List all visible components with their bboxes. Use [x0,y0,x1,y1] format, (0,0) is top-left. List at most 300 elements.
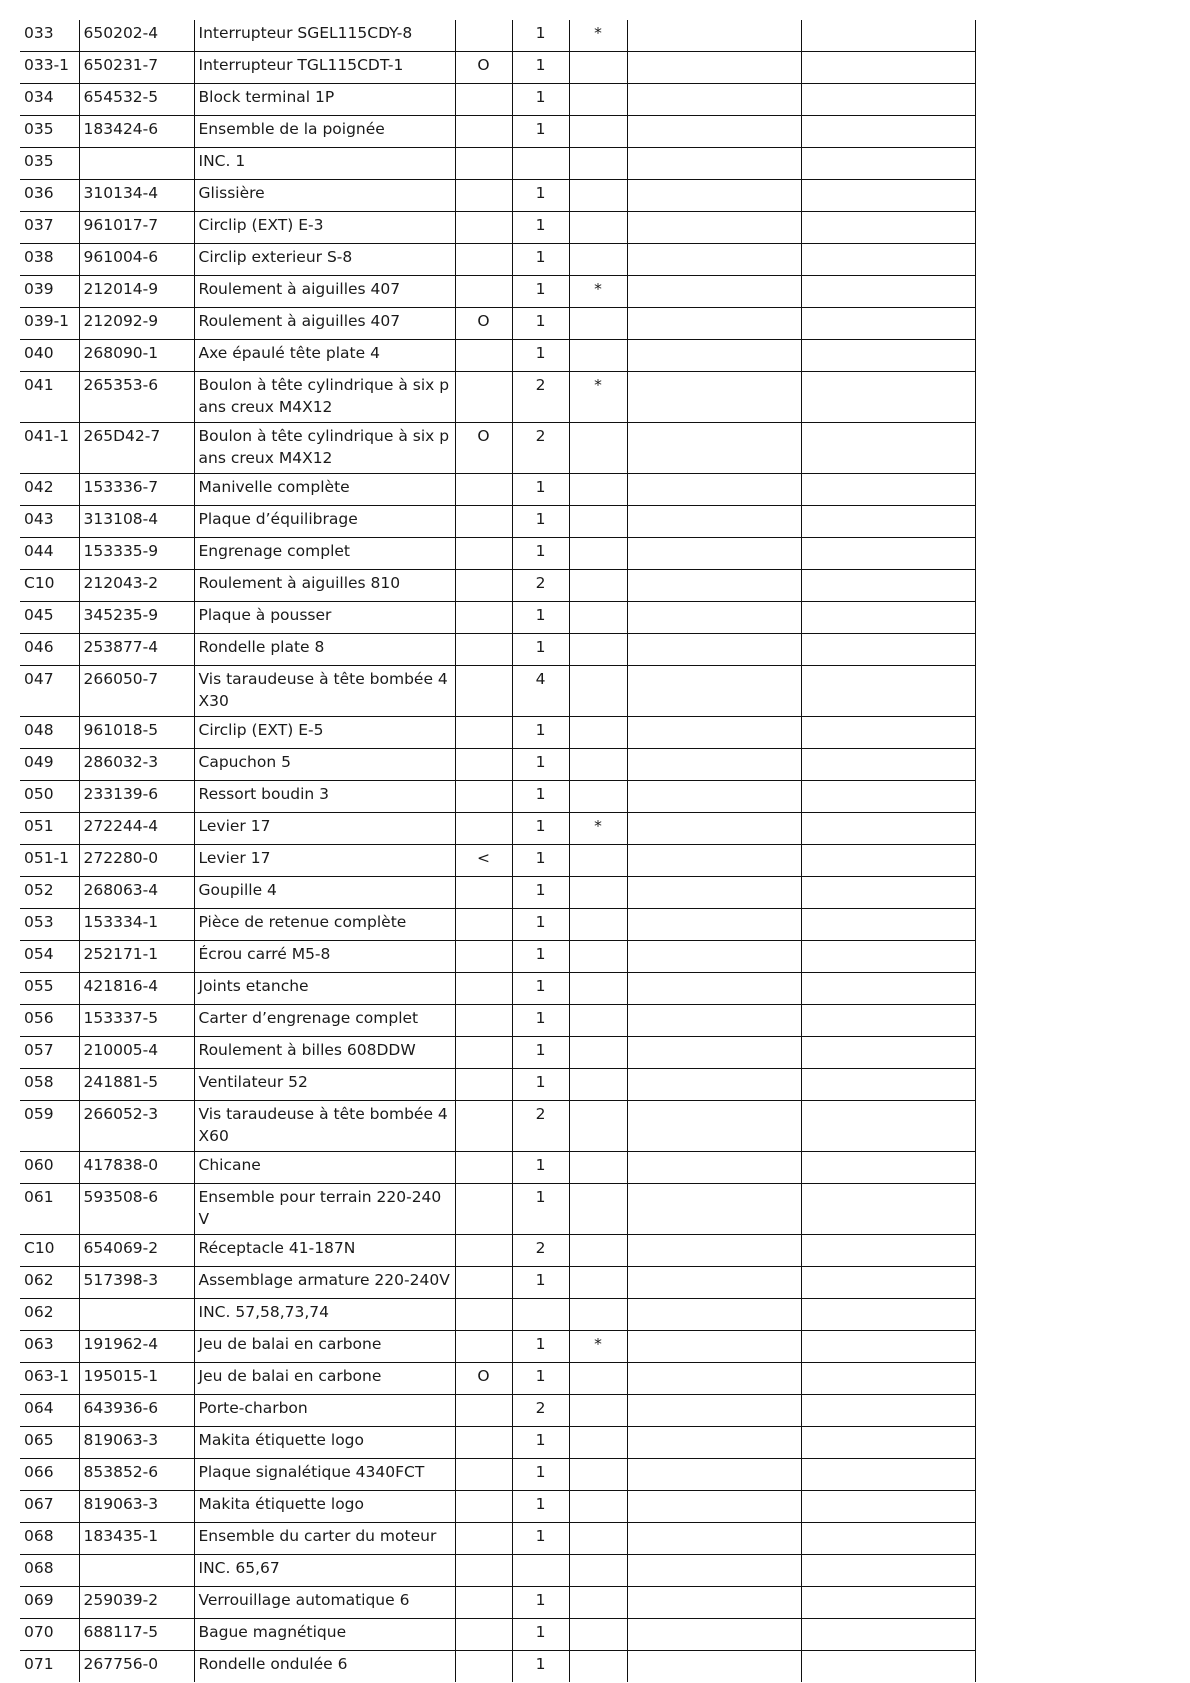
part-number-cell: 268063-4 [79,877,194,909]
ref-number-cell: 060 [20,1152,79,1184]
ref-number-cell: 035 [20,116,79,148]
blank-cell [627,602,801,634]
blank-cell [627,1037,801,1069]
blank-cell [801,1555,975,1587]
blank-cell [627,116,801,148]
blank-cell [801,813,975,845]
blank-cell [627,1235,801,1267]
option-cell [455,1587,512,1619]
table-row [20,845,975,877]
blank-cell [627,244,801,276]
description-cell: Interrupteur SGEL115CDY-8 [194,20,455,52]
table-row [20,1491,975,1523]
option-cell [455,116,512,148]
blank-cell [627,1619,801,1651]
part-number-cell: 259039-2 [79,1587,194,1619]
ref-number-cell: 070 [20,1619,79,1651]
note-cell [569,1427,627,1459]
description-cell: Assemblage armature 220-240V [194,1267,455,1299]
ref-number-cell: 058 [20,1069,79,1101]
description-cell: Roulement à aiguilles 810 [194,570,455,602]
blank-cell [801,180,975,212]
blank-cell [801,116,975,148]
table-row [20,666,975,717]
part-number-cell: 688117-5 [79,1619,194,1651]
table-row [20,570,975,602]
quantity-cell [512,1555,569,1587]
part-number-cell: 345235-9 [79,602,194,634]
part-number-cell: 268090-1 [79,340,194,372]
blank-cell [801,1152,975,1184]
blank-cell [801,20,975,52]
blank-cell [627,372,801,423]
option-cell [455,1331,512,1363]
ref-number-cell: 063-1 [20,1363,79,1395]
quantity-cell: 1 [512,1005,569,1037]
ref-number-cell: 055 [20,973,79,1005]
table-row [20,244,975,276]
part-number-cell: 153337-5 [79,1005,194,1037]
option-cell [455,941,512,973]
option-cell [455,909,512,941]
note-cell [569,212,627,244]
quantity-cell: 1 [512,20,569,52]
part-number-cell: 183424-6 [79,116,194,148]
description-cell: Levier 17 [194,845,455,877]
ref-number-cell: 064 [20,1395,79,1427]
ref-number-cell: 062 [20,1267,79,1299]
quantity-cell: 1 [512,845,569,877]
blank-cell [801,941,975,973]
note-cell [569,570,627,602]
table-row [20,813,975,845]
quantity-cell: 1 [512,749,569,781]
description-cell: Verrouillage automatique 6 [194,1587,455,1619]
ref-number-cell: 066 [20,1459,79,1491]
table-row [20,1331,975,1363]
quantity-cell: 1 [512,1037,569,1069]
quantity-cell: 1 [512,1069,569,1101]
table-row [20,340,975,372]
blank-cell [627,1555,801,1587]
option-cell [455,602,512,634]
quantity-cell: 1 [512,1363,569,1395]
option-cell [455,84,512,116]
description-cell: INC. 65,67 [194,1555,455,1587]
description-cell: Porte-charbon [194,1395,455,1427]
option-cell: O [455,52,512,84]
ref-number-cell: 041-1 [20,423,79,474]
quantity-cell: 1 [512,1184,569,1235]
note-cell [569,474,627,506]
option-cell [455,1491,512,1523]
note-cell [569,52,627,84]
table-row [20,538,975,570]
quantity-cell: 1 [512,116,569,148]
note-cell [569,1184,627,1235]
option-cell [455,1235,512,1267]
note-cell [569,538,627,570]
option-cell [455,877,512,909]
option-cell [455,781,512,813]
option-cell [455,1299,512,1331]
option-cell [455,244,512,276]
note-cell [569,602,627,634]
table-row [20,1069,975,1101]
option-cell [455,148,512,180]
quantity-cell: 2 [512,1395,569,1427]
table-row [20,941,975,973]
blank-cell [801,845,975,877]
ref-number-cell: 065 [20,1427,79,1459]
blank-cell [801,1267,975,1299]
part-number-cell: 212014-9 [79,276,194,308]
option-cell [455,973,512,1005]
part-number-cell [79,1299,194,1331]
part-number-cell: 252171-1 [79,941,194,973]
note-cell [569,973,627,1005]
blank-cell [627,1267,801,1299]
note-cell: * [569,276,627,308]
blank-cell [801,1069,975,1101]
blank-cell [801,372,975,423]
quantity-cell: 1 [512,538,569,570]
note-cell [569,845,627,877]
ref-number-cell: 042 [20,474,79,506]
note-cell [569,1235,627,1267]
table-row [20,180,975,212]
description-cell: INC. 1 [194,148,455,180]
note-cell [569,1491,627,1523]
table-row [20,1523,975,1555]
ref-number-cell: 048 [20,717,79,749]
quantity-cell: 1 [512,813,569,845]
blank-cell [627,180,801,212]
blank-cell [627,20,801,52]
option-cell [455,1005,512,1037]
blank-cell [801,909,975,941]
option-cell [455,276,512,308]
note-cell [569,666,627,717]
quantity-cell: 1 [512,941,569,973]
note-cell [569,634,627,666]
blank-cell [627,634,801,666]
table-row [20,1459,975,1491]
part-number-cell: 286032-3 [79,749,194,781]
ref-number-cell: C10 [20,570,79,602]
quantity-cell: 1 [512,276,569,308]
note-cell: * [569,1331,627,1363]
blank-cell [801,52,975,84]
blank-cell [801,84,975,116]
part-number-cell: 195015-1 [79,1363,194,1395]
description-cell: Pièce de retenue complète [194,909,455,941]
blank-cell [801,973,975,1005]
blank-cell [627,813,801,845]
description-cell: Glissière [194,180,455,212]
description-cell: Makita étiquette logo [194,1491,455,1523]
option-cell [455,749,512,781]
ref-number-cell: 053 [20,909,79,941]
table-row [20,20,975,52]
part-number-cell: 961017-7 [79,212,194,244]
note-cell [569,1363,627,1395]
blank-cell [627,506,801,538]
ref-number-cell: 038 [20,244,79,276]
description-cell: Levier 17 [194,813,455,845]
note-cell [569,1459,627,1491]
note-cell [569,1619,627,1651]
description-cell: Manivelle complète [194,474,455,506]
description-cell: Goupille 4 [194,877,455,909]
description-cell: Axe épaulé tête plate 4 [194,340,455,372]
note-cell [569,1267,627,1299]
blank-cell [801,666,975,717]
blank-cell [627,973,801,1005]
description-cell: Circlip exterieur S-8 [194,244,455,276]
ref-number-cell: 068 [20,1555,79,1587]
quantity-cell: 1 [512,1491,569,1523]
part-number-cell [79,148,194,180]
quantity-cell: 1 [512,474,569,506]
ref-number-cell: 036 [20,180,79,212]
part-number-cell: 853852-6 [79,1459,194,1491]
description-cell: INC. 57,58,73,74 [194,1299,455,1331]
blank-cell [627,1523,801,1555]
ref-number-cell: 047 [20,666,79,717]
blank-cell [627,781,801,813]
description-cell: Ensemble du carter du moteur [194,1523,455,1555]
option-cell: O [455,308,512,340]
part-number-cell: 153336-7 [79,474,194,506]
description-cell: Interrupteur TGL115CDT-1 [194,52,455,84]
note-cell [569,909,627,941]
table-row [20,1299,975,1331]
option-cell [455,1267,512,1299]
blank-cell [627,666,801,717]
note-cell [569,877,627,909]
quantity-cell: 1 [512,717,569,749]
blank-cell [627,1651,801,1683]
quantity-cell: 2 [512,1101,569,1152]
blank-cell [801,340,975,372]
note-cell [569,1069,627,1101]
quantity-cell: 2 [512,570,569,602]
note-cell [569,717,627,749]
quantity-cell: 1 [512,602,569,634]
note-cell [569,84,627,116]
description-cell: Boulon à tête cylindrique à six pans creux M4X12 [194,423,455,474]
description-cell: Boulon à tête cylindrique à six pans creux M4X12 [194,372,455,423]
ref-number-cell: 056 [20,1005,79,1037]
option-cell [455,20,512,52]
blank-cell [627,1069,801,1101]
blank-cell [801,423,975,474]
part-number-cell: 310134-4 [79,180,194,212]
blank-cell [801,1101,975,1152]
blank-cell [801,308,975,340]
part-number-cell: 961004-6 [79,244,194,276]
ref-number-cell: 067 [20,1491,79,1523]
quantity-cell: 1 [512,1331,569,1363]
ref-number-cell: 068 [20,1523,79,1555]
description-cell: Block terminal 1P [194,84,455,116]
note-cell [569,1587,627,1619]
ref-number-cell: 037 [20,212,79,244]
part-number-cell: 650231-7 [79,52,194,84]
quantity-cell: 1 [512,506,569,538]
table-row [20,1267,975,1299]
option-cell [455,180,512,212]
part-number-cell: 191962-4 [79,1331,194,1363]
ref-number-cell: 033-1 [20,52,79,84]
ref-number-cell: 039-1 [20,308,79,340]
blank-cell [627,909,801,941]
part-number-cell: 183435-1 [79,1523,194,1555]
table-row [20,372,975,423]
option-cell [455,813,512,845]
quantity-cell: 1 [512,308,569,340]
quantity-cell [512,148,569,180]
quantity-cell: 1 [512,909,569,941]
table-row [20,1184,975,1235]
part-number-cell: 313108-4 [79,506,194,538]
quantity-cell: 1 [512,1459,569,1491]
blank-cell [801,244,975,276]
table-row [20,1005,975,1037]
part-number-cell: 153335-9 [79,538,194,570]
description-cell: Écrou carré M5-8 [194,941,455,973]
note-cell [569,749,627,781]
blank-cell [627,749,801,781]
part-number-cell: 212092-9 [79,308,194,340]
description-cell: Circlip (EXT) E-3 [194,212,455,244]
blank-cell [801,717,975,749]
option-cell [455,717,512,749]
description-cell: Jeu de balai en carbone [194,1331,455,1363]
description-cell: Ensemble de la poignée [194,116,455,148]
note-cell [569,423,627,474]
note-cell [569,506,627,538]
part-number-cell: 650202-4 [79,20,194,52]
blank-cell [801,877,975,909]
quantity-cell: 1 [512,84,569,116]
description-cell: Ressort boudin 3 [194,781,455,813]
part-number-cell: 210005-4 [79,1037,194,1069]
blank-cell [627,570,801,602]
blank-cell [627,877,801,909]
part-number-cell: 153334-1 [79,909,194,941]
ref-number-cell: 049 [20,749,79,781]
blank-cell [627,52,801,84]
ref-number-cell: 069 [20,1587,79,1619]
note-cell [569,180,627,212]
note-cell [569,308,627,340]
ref-number-cell: 044 [20,538,79,570]
description-cell: Makita étiquette logo [194,1427,455,1459]
blank-cell [627,1363,801,1395]
description-cell: Ensemble pour terrain 220-240V [194,1184,455,1235]
ref-number-cell: 054 [20,941,79,973]
table-row [20,423,975,474]
note-cell: * [569,372,627,423]
option-cell [455,1037,512,1069]
note-cell [569,148,627,180]
blank-cell [627,308,801,340]
description-cell: Roulement à aiguilles 407 [194,276,455,308]
blank-cell [801,506,975,538]
note-cell [569,941,627,973]
blank-cell [627,1152,801,1184]
note-cell [569,340,627,372]
option-cell [455,506,512,538]
note-cell [569,1395,627,1427]
blank-cell [801,538,975,570]
quantity-cell: 1 [512,973,569,1005]
table-row [20,973,975,1005]
quantity-cell: 1 [512,1427,569,1459]
quantity-cell: 1 [512,634,569,666]
description-cell: Chicane [194,1152,455,1184]
blank-cell [627,1184,801,1235]
table-row [20,909,975,941]
quantity-cell: 1 [512,244,569,276]
blank-cell [801,602,975,634]
description-cell: Plaque signalétique 4340FCT [194,1459,455,1491]
part-number-cell: 961018-5 [79,717,194,749]
part-number-cell [79,1555,194,1587]
blank-cell [801,634,975,666]
blank-cell [801,1587,975,1619]
parts-table-body [20,20,975,1682]
table-row [20,1037,975,1069]
option-cell [455,666,512,717]
option-cell [455,340,512,372]
table-row [20,1619,975,1651]
blank-cell [627,84,801,116]
blank-cell [801,1331,975,1363]
table-row [20,1395,975,1427]
table-row [20,474,975,506]
blank-cell [801,474,975,506]
description-cell: Roulement à billes 608DDW [194,1037,455,1069]
option-cell [455,1651,512,1683]
description-cell: Engrenage complet [194,538,455,570]
note-cell: * [569,813,627,845]
description-cell: Rondelle plate 8 [194,634,455,666]
quantity-cell: 1 [512,1152,569,1184]
description-cell: Bague magnétique [194,1619,455,1651]
blank-cell [627,340,801,372]
ref-number-cell: 043 [20,506,79,538]
table-row [20,602,975,634]
table-row [20,1101,975,1152]
quantity-cell: 1 [512,180,569,212]
table-row [20,1235,975,1267]
option-cell [455,570,512,602]
ref-number-cell: 033 [20,20,79,52]
part-number-cell: 265353-6 [79,372,194,423]
blank-cell [627,1587,801,1619]
table-row [20,634,975,666]
blank-cell [801,148,975,180]
quantity-cell: 2 [512,423,569,474]
option-cell [455,1459,512,1491]
part-number-cell: 265D42-7 [79,423,194,474]
blank-cell [801,1491,975,1523]
description-cell: Capuchon 5 [194,749,455,781]
option-cell: O [455,1363,512,1395]
